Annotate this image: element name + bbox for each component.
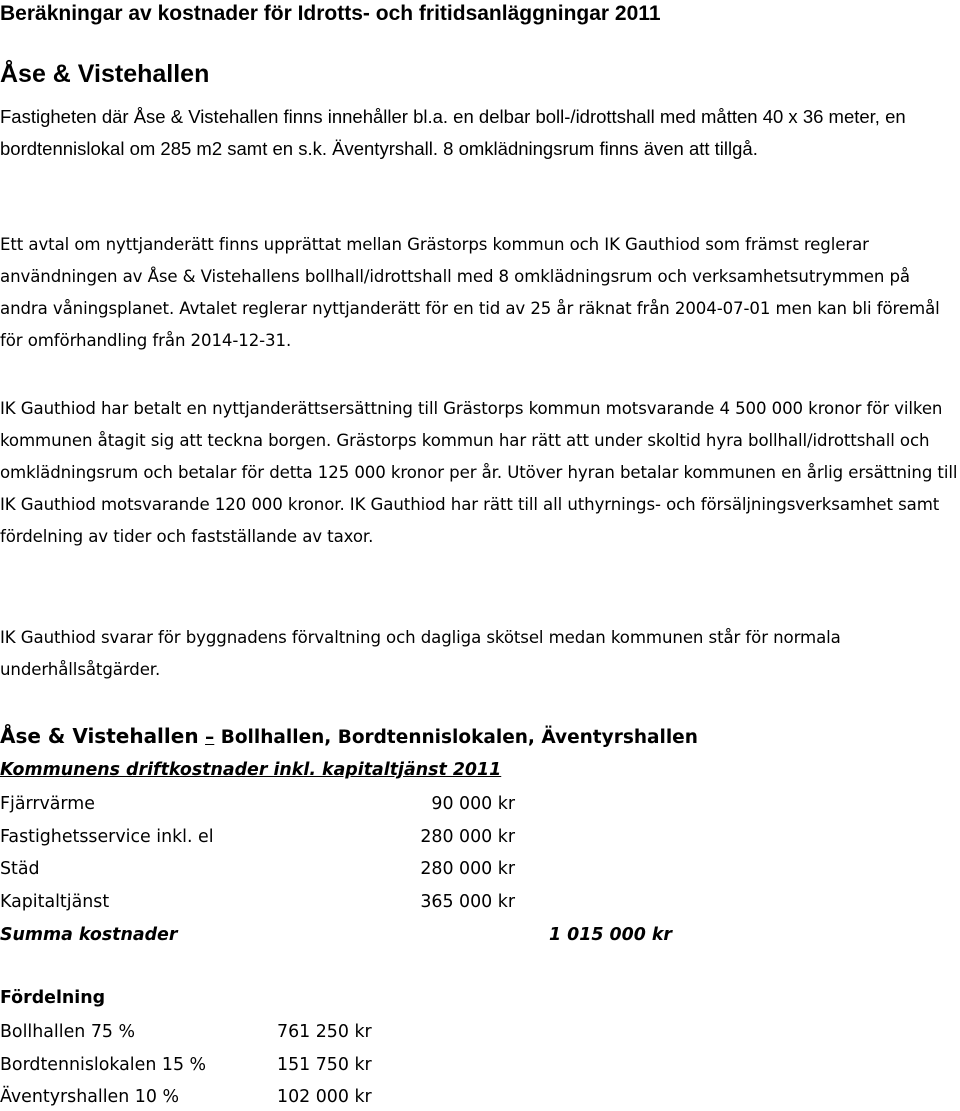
- cost-label-cleaning: Städ: [0, 859, 40, 879]
- document-title: Beräkningar av kostnader för Idrotts- och fritidsanläggningar 2011: [0, 2, 661, 25]
- section-title-rest: Bollhallen, Bordtennislokalen, Äventyrshallen: [220, 727, 698, 748]
- total-value: 1 015 000 kr: [548, 925, 672, 945]
- section-title-main: Åse & Vistehallen: [0, 724, 199, 748]
- distribution-label-ballhall: Bollhallen 75 %: [0, 1022, 136, 1042]
- distribution-heading: Fördelning: [0, 988, 106, 1008]
- cost-value-property-service: 280 000 kr: [420, 827, 515, 847]
- maintenance-paragraph: IK Gauthiod svarar för byggnadens förvaltning och dagliga skötsel medan kommunen står för normala underhållsåtgärder.: [0, 628, 841, 679]
- cost-label-heating: Fjärrvärme: [0, 794, 95, 814]
- cost-subheading: Kommunens driftkostnader inkl. kapitaltjänst 2011: [0, 760, 502, 780]
- cost-value-capital: 365 000 kr: [420, 892, 515, 912]
- total-label: Summa kostnader: [0, 925, 178, 945]
- distribution-label-adventure: Äventyrshallen 10 %: [0, 1087, 179, 1107]
- agreement-paragraph: Ett avtal om nyttjanderätt finns upprättat mellan Grästorps kommun och IK Gauthiod som främst reglerar användningen av Åse & Vistehallens bollhall/idrottshall med 8 omklädningsrum och verksamhetsutrymmen på andra våningsplanet. Avtalet reglerar nyttjanderätt för en tid av 25 år räknat från 2004-07-01 men kan bli föremål för omförhandling från 2014-12-31.: [0, 235, 940, 350]
- section-title-dash: –: [205, 727, 215, 748]
- section-title: [0, 724, 698, 748]
- distribution-value-table-tennis: 151 750 kr: [277, 1055, 372, 1075]
- cost-label-capital: Kapitaltjänst: [0, 892, 110, 912]
- distribution-label-table-tennis: Bordtennislokalen 15 %: [0, 1055, 207, 1075]
- cost-value-heating: 90 000 kr: [431, 794, 515, 814]
- cost-value-cleaning: 280 000 kr: [420, 859, 515, 879]
- cost-label-property-service: Fastighetsservice inkl. el: [0, 827, 214, 847]
- intro-paragraph: Fastigheten där Åse & Vistehallen finns innehåller bl.a. en delbar boll-/idrottshall med måtten 40 x 36 meter, en bordtennislokal om 285 m2 samt en s.k. Äventyrshall. 8 omklädningsrum finns även att tillgå.: [0, 106, 906, 159]
- distribution-value-ballhall: 761 250 kr: [277, 1022, 372, 1042]
- facility-heading: Åse & Vistehallen: [0, 60, 210, 88]
- payment-paragraph: IK Gauthiod har betalt en nyttjanderättsersättning till Grästorps kommun motsvarande 4 500 000 kronor för vilken kommunen åtagit sig att teckna borgen. Grästorps kommun har rätt att under skoltid hyra bollhall/idrottshall och omklädningsrum och betalar för detta 125 000 kronor per år. Utöver hyran betalar kommunen en årlig ersättning till IK Gauthiod motsvarande 120 000 kronor. IK Gauthiod har rätt till all uthyrnings- och försäljningsverksamhet samt fördelning av tider och fastställande av taxor.: [0, 399, 958, 546]
- distribution-value-adventure: 102 000 kr: [277, 1087, 372, 1107]
